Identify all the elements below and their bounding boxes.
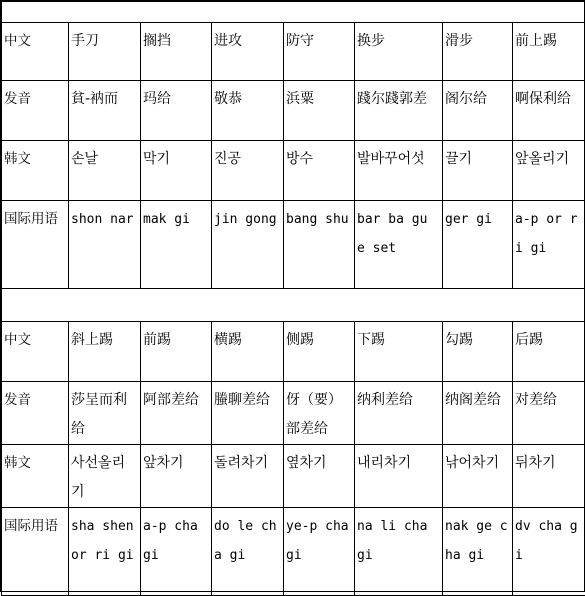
row-label: 中文 (2, 23, 69, 81)
table-cell: 滑步 (443, 23, 513, 81)
row-label: 发音 (2, 81, 69, 141)
table-cell: 斜上踢 (69, 322, 141, 382)
table-row-pronunciation (2, 81, 585, 141)
row-label: 中文 (2, 322, 69, 382)
table-cell: 侧踢 (284, 322, 355, 382)
table-cell: 옆차기 (284, 445, 355, 508)
table-row-chinese (2, 23, 585, 81)
table-cell: 啊保利给 (513, 81, 585, 141)
table-cell: 방수 (284, 141, 355, 201)
table-cell: 끌기 (443, 141, 513, 201)
table-cell: 莎呈而利给 (69, 382, 141, 445)
table-cell: 敬恭 (212, 81, 284, 141)
table-row-international (2, 508, 585, 596)
spacer-cell (2, 2, 585, 23)
table-cell: na li cha gi (355, 508, 443, 596)
table-cell: 进攻 (212, 23, 284, 81)
table-cell: 阁尔给 (443, 81, 513, 141)
table-cell: 막기 (141, 141, 212, 201)
row-label: 国际用语 (2, 201, 69, 289)
table-cell: 对差给 (513, 382, 585, 445)
table-cell: 앞차기 (141, 445, 212, 508)
table-cell: 踐尔踐郭差 (355, 81, 443, 141)
row-label: 发音 (2, 382, 69, 445)
table-cell: bar ba gu e set (355, 201, 443, 289)
row-label: 国际用语 (2, 508, 69, 596)
table-cell: 前踢 (141, 322, 212, 382)
table-cell: 纳利差给 (355, 382, 443, 445)
table-cell: ger gi (443, 201, 513, 289)
row-label: 韩文 (2, 445, 69, 508)
spacer-row-middle (2, 289, 585, 322)
table-cell: 防守 (284, 23, 355, 81)
table-cell: ye-p cha gi (284, 508, 355, 596)
table-cell: dv cha gi (513, 508, 585, 596)
table-cell: a-p cha gi (141, 508, 212, 596)
table-cell: 阿部差给 (141, 382, 212, 445)
table-cell: 前上踢 (513, 23, 585, 81)
table-cell: 발바꾸어섯 (355, 141, 443, 201)
table-cell: do le cha gi (212, 508, 284, 596)
table-cell: a-p or ri gi (513, 201, 585, 289)
table-row-korean (2, 445, 585, 508)
table-cell: 진공 (212, 141, 284, 201)
table-cell: 螣聊差给 (212, 382, 284, 445)
table-row-chinese (2, 322, 585, 382)
table-cell: 낚어차기 (443, 445, 513, 508)
table-cell: 伢（要）部差给 (284, 382, 355, 445)
table-cell: shon nar (69, 201, 141, 289)
table-row-korean (2, 141, 585, 201)
table-cell: nak ge cha gi (443, 508, 513, 596)
table-cell: 내리차기 (355, 445, 443, 508)
table-cell: 后踢 (513, 322, 585, 382)
table-cell: 手刀 (69, 23, 141, 81)
table-cell: 돌려차기 (212, 445, 284, 508)
table-cell: 貧-衲而 (69, 81, 141, 141)
table-cell: 뒤차기 (513, 445, 585, 508)
table-cell: 사선올리기 (69, 445, 141, 508)
table-row-pronunciation (2, 382, 585, 445)
table-row-international (2, 201, 585, 289)
table-cell: bang shu (284, 201, 355, 289)
table-cell: mak gi (141, 201, 212, 289)
table-cell: 勾踢 (443, 322, 513, 382)
terminology-table (1, 1, 585, 596)
table-cell: 下踢 (355, 322, 443, 382)
table-cell: 换步 (355, 23, 443, 81)
table-cell: 浜粟 (284, 81, 355, 141)
table-cell: 搁挡 (141, 23, 212, 81)
table-cell: 纳阁差给 (443, 382, 513, 445)
table-cell: 横踢 (212, 322, 284, 382)
row-label: 韩文 (2, 141, 69, 201)
spacer-cell (2, 289, 585, 322)
table-cell: 앞올리기 (513, 141, 585, 201)
spacer-row-top (2, 2, 585, 23)
table-cell: sha shen or ri gi (69, 508, 141, 596)
table-cell: jin gong (212, 201, 284, 289)
table-cell: 玛给 (141, 81, 212, 141)
table-cell: 손날 (69, 141, 141, 201)
